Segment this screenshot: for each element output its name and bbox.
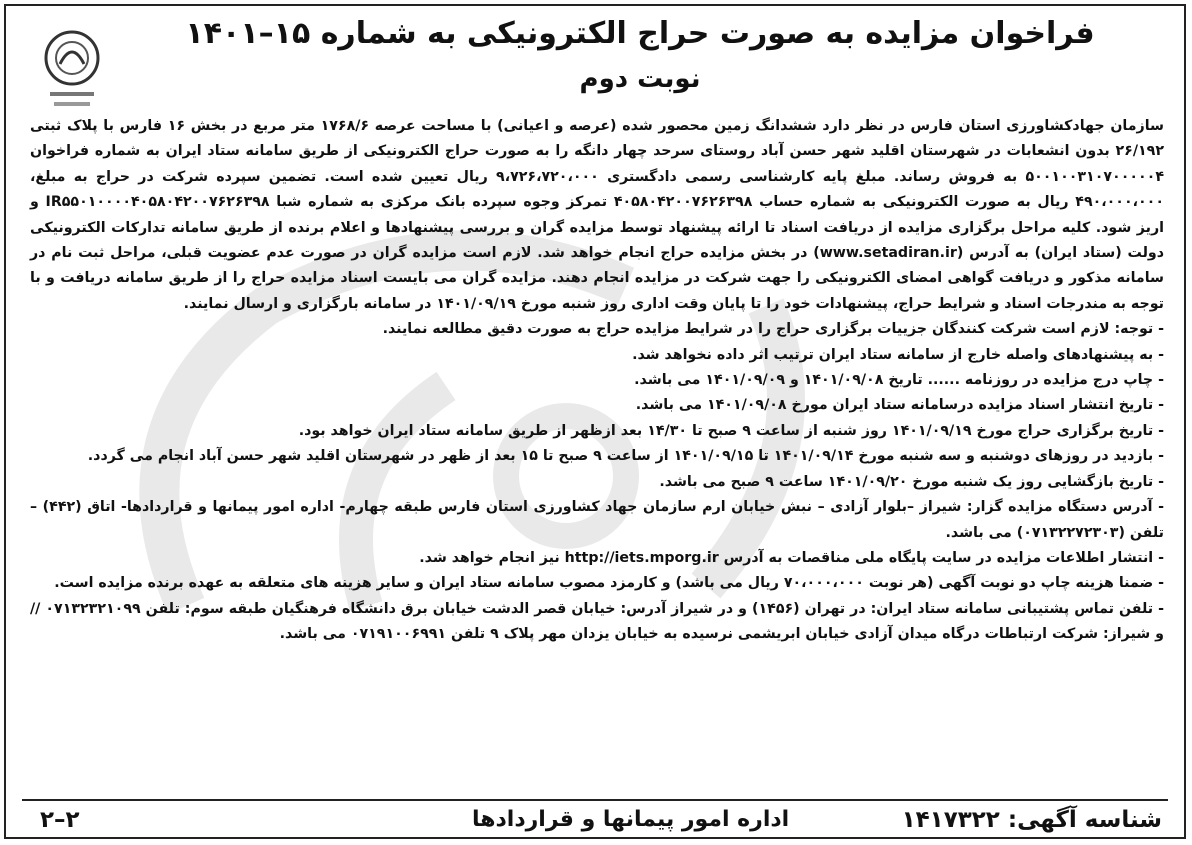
notice-item: - تاریخ برگزاری حراج مورخ ۱۴۰۱/۰۹/۱۹ روز شنبه از ساعت ۹ صبح تا ۱۴/۳۰ بعد ازظهر از طریق سامانه ستاد ایران خواهد بود. (298, 422, 1164, 439)
notice-title: فراخوان مزایده به صورت حراج الکترونیکی به شماره ۱۵–۱۴۰۱ (185, 16, 1095, 51)
notice-frame (4, 4, 1186, 839)
notice-item: - آدرس دستگاه مزایده گزار: شیراز –بلوار آزادی – نبش خیابان ارم سازمان جهاد کشاورزی استان فارس طبقه چهارم- اداره امور پیمانها و قراردادها- اتاق (۴۴۲) – تلفن (۰۷۱۳۲۲۷۲۳۰۳) می باشد. (30, 499, 1164, 541)
notice-paragraph-main: سازمان جهادکشاورزی استان فارس در نظر دارد ششدانگ زمین محصور شده (عرصه و اعیانی) با مساحت عرصه ۱۷۶۸/۶ متر مربع در بخش ۱۶ فارس با پلاک ثبتی ۲۶/۱۹۲ بدون انشعابات در شهرستان اقلید شهر حسن آباد روستای سرحد چهار دانگه را به صورت حراج الکترونیکی از طریق سامانه ستاد ایران به شماره فراخوان ۵۰۰۱۰۰۳۱۰۷۰۰۰۰۰۴ به فروش رساند. مبلغ پایه کارشناسی رسمی دادگستری ۹،۷۲۶،۷۲۰،۰۰۰ ریال تعیین شده است. تضمین سپرده شرکت در حراج به مبلغ، ۴۹۰،۰۰۰،۰۰۰ ریال به صورت الکترونیکی به شماره حساب ۴۰۵۸۰۴۲۰۰۷۶۲۶۳۹۸ تمرکز وجوه سپرده بانک مرکزی به شماره شبا IR۵۵۰۱۰۰۰۰۴۰۵۸۰۴۲۰۰۷۶۲۶۳۹۸ و اریز شود. کلیه مراحل برگزاری مزایده از دریافت اسناد تا ارائه پیشنهاد توسط مزایده گران و بررسی پیشنهادها و اعلام برنده از طریق سامانه تدارکات الکترونیکی دولت (ستاد ایران) به آدرس (www.setadiran.ir) در بخش مزایده حراج انجام خواهد شد. لازم است مزایده گران در صورت عدم عضویت قبلی، مراحل ثبت نام در سامانه مذکور و دریافت گواهی امضای الکترونیکی را جهت شرکت در مزایده انجام دهند. مزایده گران می بایست اسناد مزایده حراج را از طریق سامانه دریافت و با توجه به مندرجات اسناد و شرایط حراج، پیشنهادات خود را تا پایان وقت اداری روز شنبه مورخ ۱۴۰۱/۰۹/۱۹ در سامانه بارگزاری و ارسال نمایند. (30, 118, 1165, 312)
notice-item: - ضمنا هزینه چاپ دو نوبت آگهی (هر نوبت ۷۰،۰۰۰،۰۰۰ ریال می باشد) و کارمزد مصوب سامانه ستاد ایران و سایر هزینه های متعلقه به عهده برنده مزایده است. (54, 575, 1164, 592)
notice-item: - چاپ درج مزایده در روزنامه ...... تاریخ ۱۴۰۱/۰۹/۰۸ و ۱۴۰۱/۰۹/۰۹ می باشد. (634, 372, 1164, 389)
ministry-logo (36, 26, 108, 122)
notice-item: - بازدید در روزهای دوشنبه و سه شنبه مورخ ۱۴۰۱/۰۹/۱۴ تا ۱۴۰۱/۰۹/۱۵ از ساعت ۹ صبح تا ۱۵ بعد از ظهر در شهرستان اقلید شهر حسن آباد انجام می گردد. (87, 448, 1164, 465)
department-name: اداره امور پیمانها و قراردادها (472, 807, 790, 832)
notice-item: - انتشار اطلاعات مزایده در سایت پایگاه ملی مناقصات به آدرس http://iets.mporg.ir نیز انجام خواهد شد. (419, 549, 1164, 566)
notice-item: - تاریخ بازگشایی روز یک شنبه مورخ ۱۴۰۱/۰۹/۲۰ ساعت ۹ صبح می باشد. (659, 473, 1164, 490)
notice-item: - تلفن تماس پشتیبانی سامانه ستاد ایران: در تهران (۱۴۵۶) و در شیراز آدرس: خیابان قصر الدشت خیابان برق دانشگاه فرهنگیان طبقه سوم: تلفن ۰۷۱۳۲۳۲۱۰۹۹ // و شیراز: شرکت ارتباطات درگاه میدان آزادی خیابان ابریشمی نرسیده به خیابان یزدان مهر پلاک ۹ تلفن ۰۷۱۹۱۰۰۶۹۹۱ می باشد. (30, 600, 1164, 643)
notice-body (30, 114, 1164, 648)
ad-id: شناسه آگهی: ۱۴۱۷۳۲۲ (901, 807, 1162, 833)
notice-item: - به پیشنهادهای واصله خارج از سامانه ستاد ایران ترتیب اثر داده نخواهد شد. (632, 346, 1164, 363)
notice-item: - توجه: لازم است شرکت کنندگان جزییات برگزاری حراج را در شرایط مزایده حراج به صورت دقیق مطالعه نمایند. (382, 321, 1164, 338)
turn-number: ۲–۲ (40, 807, 80, 833)
notice-subtitle: نوبت دوم (579, 64, 701, 94)
notice-footer (22, 799, 1168, 841)
notice-item: - تاریخ انتشار اسناد مزایده درسامانه ستاد ایران مورخ ۱۴۰۱/۰۹/۰۸ می باشد. (635, 397, 1164, 414)
